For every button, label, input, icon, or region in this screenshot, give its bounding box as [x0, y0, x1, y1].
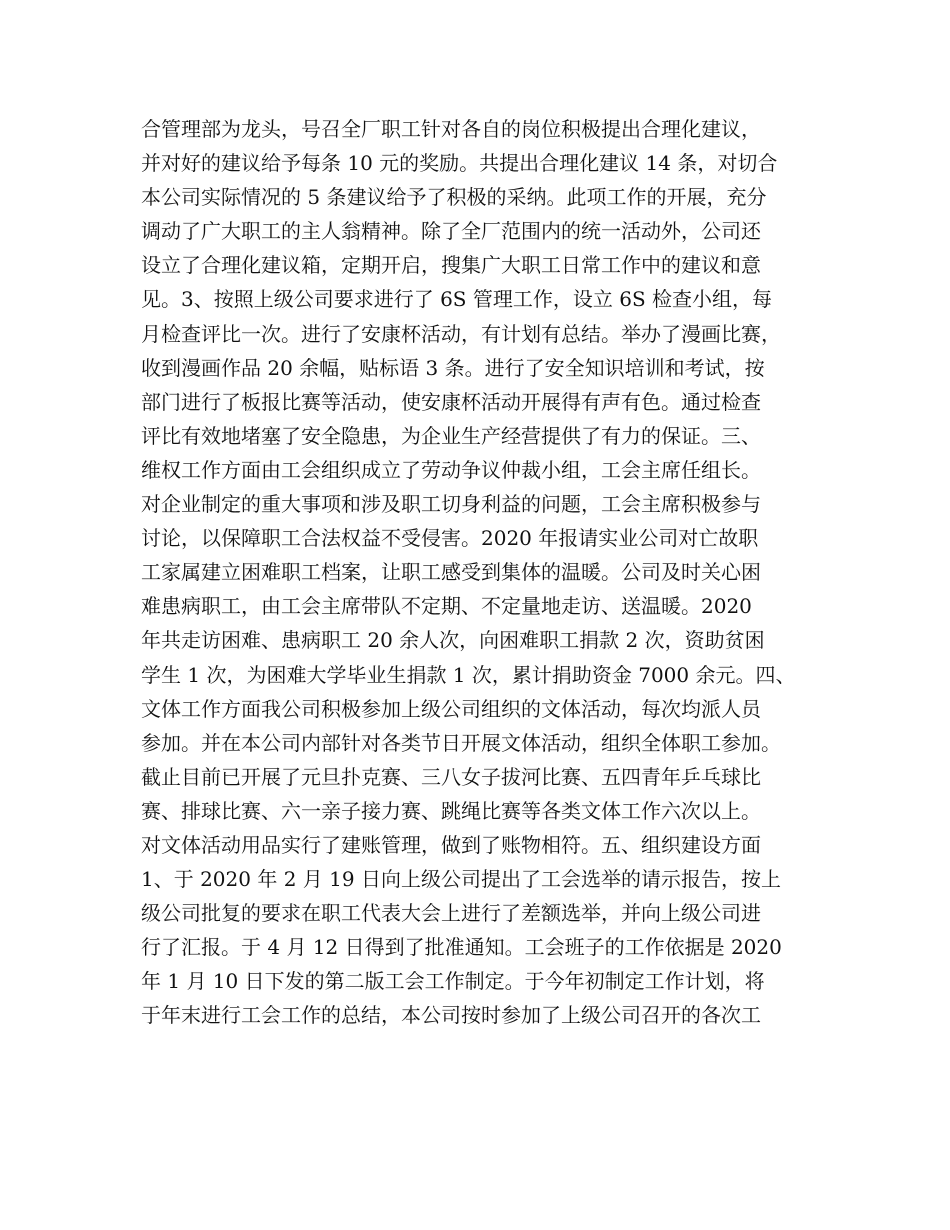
text-line: 本公司实际情况的 5 条建议给予了积极的采纳。此项工作的开展，充分	[141, 185, 767, 210]
text-line: 工家属建立困难职工档案，让职工感受到集体的温暖。公司及时关心困	[141, 560, 761, 585]
text-line: 收到漫画作品 20 余幅，贴标语 3 条。进行了安全知识培训和考试，按	[141, 355, 765, 380]
text-line: 部门进行了板报比赛等活动，使安康杯活动开展得有声有色。通过检查	[141, 389, 761, 414]
text-line: 截止目前已开展了元旦扑克赛、三八女子拔河比赛、五四青年乒乓球比	[141, 764, 761, 789]
text-line: 1、于 2020 年 2 月 19 日向上级公司提出了工会选举的请示报告，按上	[141, 867, 781, 892]
text-line: 年 1 月 10 日下发的第二版工会工作制定。于今年初制定工作计划，将	[141, 969, 765, 994]
text-line: 见。3、按照上级公司要求进行了 6S 管理工作，设立 6S 检查小组，每	[141, 287, 773, 312]
text-line: 学生 1 次，为困难大学毕业生捐款 1 次，累计捐助资金 7000 余元。四、	[141, 662, 796, 687]
text-line: 于年末进行工会工作的总结，本公司按时参加了上级公司召开的各次工	[141, 1003, 761, 1028]
text-line: 级公司批复的要求在职工代表大会上进行了差额选举，并向上级公司进	[141, 901, 761, 926]
text-line: 合管理部为龙头，号召全厂职工针对各自的岗位积极提出合理化建议，	[141, 117, 761, 141]
text-line: 设立了合理化建议箱，定期开启，搜集广大职工日常工作中的建议和意	[141, 253, 761, 278]
text-line: 维权工作方面由工会组织成立了劳动争议仲裁小组，工会主席任组长。	[141, 457, 761, 482]
text-line: 调动了广大职工的主人翁精神。除了全厂范围内的统一活动外，公司还	[141, 219, 761, 244]
text-line: 评比有效地堵塞了安全隐患，为企业生产经营提供了有力的保证。三、	[141, 423, 761, 448]
text-line: 年共走访困难、患病职工 20 余人次，向困难职工捐款 2 次，资助贫困	[141, 628, 765, 653]
text-line: 参加。并在本公司内部针对各类节日开展文体活动，组织全体职工参加。	[141, 730, 781, 755]
text-line: 行了汇报。于 4 月 12 日得到了批准通知。工会班子的工作依据是 2020	[141, 935, 782, 960]
text-line: 难患病职工，由工会主席带队不定期、不定量地走访、送温暖。2020	[141, 594, 752, 619]
text-line: 月检查评比一次。进行了安康杯活动，有计划有总结。举办了漫画比赛，	[141, 321, 781, 346]
text-line: 对企业制定的重大事项和涉及职工切身利益的问题，工会主席积极参与	[141, 492, 761, 517]
text-line: 文体工作方面我公司积极参加上级公司组织的文体活动，每次均派人员	[141, 696, 761, 721]
text-line: 对文体活动用品实行了建账管理，做到了账物相符。五、组织建设方面	[141, 832, 761, 857]
text-line: 讨论，以保障职工合法权益不受侵害。2020 年报请实业公司对亡故职	[141, 526, 759, 551]
text-line: 并对好的建议给予每条 10 元的奖励。共提出合理化建议 14 条，对切合	[141, 151, 778, 176]
text-line: 赛、排球比赛、六一亲子接力赛、跳绳比赛等各类文体工作六次以上。	[141, 798, 761, 823]
body-text	[141, 112, 831, 1033]
